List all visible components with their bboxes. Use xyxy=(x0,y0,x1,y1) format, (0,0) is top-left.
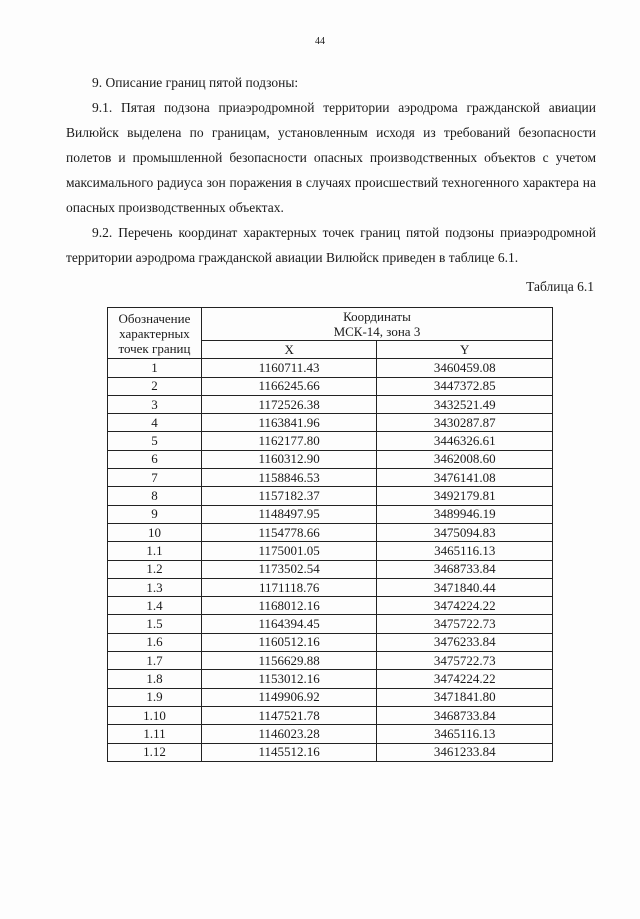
point-cell: 8 xyxy=(108,487,202,505)
point-cell: 1.2 xyxy=(108,560,202,578)
y-cell: 3465116.13 xyxy=(377,542,553,560)
y-cell: 3474224.22 xyxy=(377,597,553,615)
point-cell: 3 xyxy=(108,395,202,413)
table-caption: Таблица 6.1 xyxy=(526,279,594,294)
x-cell: 1160512.16 xyxy=(201,633,377,651)
point-cell: 1.11 xyxy=(108,725,202,743)
document-body xyxy=(66,70,596,762)
x-cell: 1154778.66 xyxy=(201,523,377,541)
table-row xyxy=(108,359,553,377)
table-row xyxy=(108,450,553,468)
y-cell: 3489946.19 xyxy=(377,505,553,523)
point-cell: 1.12 xyxy=(108,743,202,761)
x-column-header: X xyxy=(201,341,377,359)
table-row xyxy=(108,578,553,596)
x-cell: 1147521.78 xyxy=(201,706,377,724)
x-cell: 1146023.28 xyxy=(201,725,377,743)
y-cell: 3474224.22 xyxy=(377,670,553,688)
table-row xyxy=(108,395,553,413)
point-cell: 1.8 xyxy=(108,670,202,688)
coordinates-table xyxy=(107,307,553,762)
x-cell: 1145512.16 xyxy=(201,743,377,761)
table-row xyxy=(108,560,553,578)
section-heading: 9. Описание границ пятой подзоны: xyxy=(92,75,299,90)
table-row xyxy=(108,670,553,688)
y-cell: 3460459.08 xyxy=(377,359,553,377)
point-cell: 1.3 xyxy=(108,578,202,596)
table-row xyxy=(108,414,553,432)
point-column-header: Обозначение характерных точек границ xyxy=(108,308,202,359)
table-row xyxy=(108,505,553,523)
x-cell: 1163841.96 xyxy=(201,414,377,432)
x-cell: 1153012.16 xyxy=(201,670,377,688)
x-cell: 1148497.95 xyxy=(201,505,377,523)
x-cell: 1158846.53 xyxy=(201,469,377,487)
page-number: 44 xyxy=(315,36,325,47)
table-row xyxy=(108,688,553,706)
y-cell: 3447372.85 xyxy=(377,377,553,395)
y-cell: 3492179.81 xyxy=(377,487,553,505)
table-row xyxy=(108,469,553,487)
point-cell: 4 xyxy=(108,414,202,432)
x-cell: 1166245.66 xyxy=(201,377,377,395)
table-row xyxy=(108,615,553,633)
paragraph-9-1: 9.1. Пятая подзона приаэродромной территории аэродрома гражданской авиации Вилюйск выделена по границам, установленным исходя из требований безопасности полетов и промышленной безопасности опасных производственных объектов с учетом максимального радиуса зон поражения в случаях происшествий техногенного характера на опасных производственных объектах. xyxy=(66,100,596,215)
point-cell: 5 xyxy=(108,432,202,450)
point-cell: 1.1 xyxy=(108,542,202,560)
table-row xyxy=(108,652,553,670)
point-cell: 1.6 xyxy=(108,633,202,651)
point-cell: 7 xyxy=(108,469,202,487)
table-row xyxy=(108,706,553,724)
point-cell: 1.7 xyxy=(108,652,202,670)
y-cell: 3476233.84 xyxy=(377,633,553,651)
table-row xyxy=(108,432,553,450)
y-cell: 3475722.73 xyxy=(377,615,553,633)
y-cell: 3462008.60 xyxy=(377,450,553,468)
x-cell: 1160711.43 xyxy=(201,359,377,377)
y-cell: 3468733.84 xyxy=(377,706,553,724)
point-cell: 1.9 xyxy=(108,688,202,706)
x-cell: 1171118.76 xyxy=(201,578,377,596)
point-cell: 1.4 xyxy=(108,597,202,615)
point-cell: 2 xyxy=(108,377,202,395)
table-row xyxy=(108,542,553,560)
y-cell: 3471840.44 xyxy=(377,578,553,596)
y-cell: 3475722.73 xyxy=(377,652,553,670)
x-cell: 1156629.88 xyxy=(201,652,377,670)
x-cell: 1175001.05 xyxy=(201,542,377,560)
point-cell: 1.5 xyxy=(108,615,202,633)
x-cell: 1160312.90 xyxy=(201,450,377,468)
table-row xyxy=(108,377,553,395)
y-column-header: Y xyxy=(377,341,553,359)
y-cell: 3476141.08 xyxy=(377,469,553,487)
point-cell: 6 xyxy=(108,450,202,468)
x-cell: 1168012.16 xyxy=(201,597,377,615)
y-cell: 3446326.61 xyxy=(377,432,553,450)
y-cell: 3430287.87 xyxy=(377,414,553,432)
x-cell: 1157182.37 xyxy=(201,487,377,505)
point-cell: 10 xyxy=(108,523,202,541)
coordinates-table-body xyxy=(108,359,553,762)
point-cell: 9 xyxy=(108,505,202,523)
x-cell: 1164394.45 xyxy=(201,615,377,633)
y-cell: 3475094.83 xyxy=(377,523,553,541)
table-row xyxy=(108,487,553,505)
paragraph-9-2: 9.2. Перечень координат характерных точек границ пятой подзоны приаэродромной территории аэродрома гражданской авиации Вилюйск приведен в таблице 6.1. xyxy=(66,225,596,265)
y-cell: 3432521.49 xyxy=(377,395,553,413)
y-cell: 3465116.13 xyxy=(377,725,553,743)
point-cell: 1.10 xyxy=(108,706,202,724)
table-row xyxy=(108,633,553,651)
x-cell: 1149906.92 xyxy=(201,688,377,706)
coordinates-header xyxy=(201,308,552,341)
table-row xyxy=(108,725,553,743)
y-cell: 3461233.84 xyxy=(377,743,553,761)
x-cell: 1173502.54 xyxy=(201,560,377,578)
point-cell: 1 xyxy=(108,359,202,377)
x-cell: 1172526.38 xyxy=(201,395,377,413)
table-row xyxy=(108,597,553,615)
x-cell: 1162177.80 xyxy=(201,432,377,450)
y-cell: 3471841.80 xyxy=(377,688,553,706)
table-row xyxy=(108,743,553,761)
table-row xyxy=(108,523,553,541)
coordinates-header-line1: Координаты xyxy=(343,309,411,324)
coordinates-header-line2: МСК-14, зона 3 xyxy=(333,324,421,339)
y-cell: 3468733.84 xyxy=(377,560,553,578)
